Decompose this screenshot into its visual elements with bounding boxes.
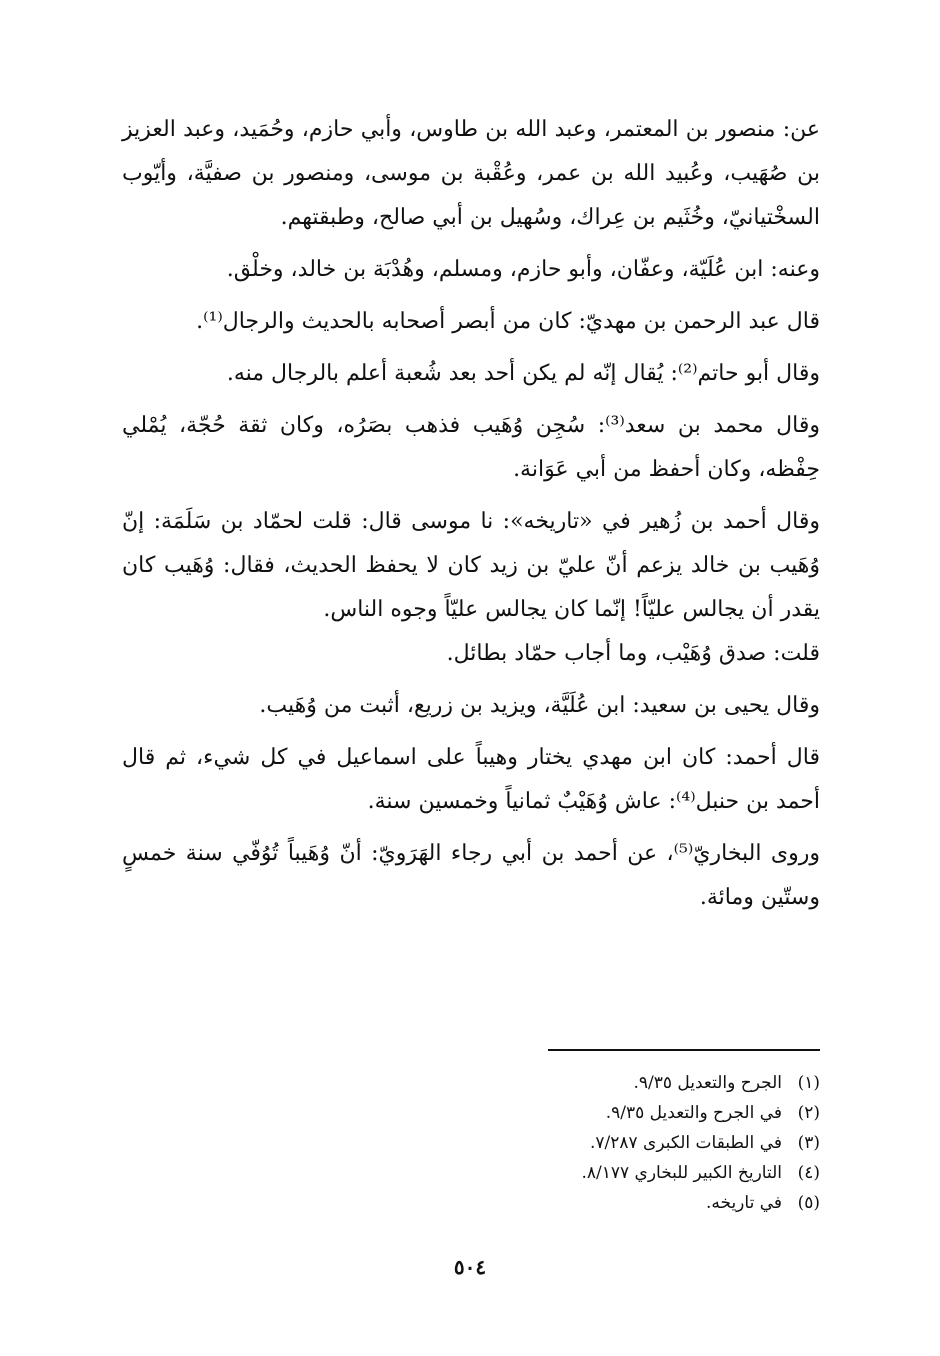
paragraph-narrators-from: عن: منصور بن المعتمر، وعبد الله بن طاوس، وأبي حازم، وحُمَيد، وعبد العزيز بن صُهَيب، وعُبيد الله بن عمر، وعُقْبة بن موسى، ومنصور بن صفيَّة، وأيّوب السخْتيانيّ، وخُثَيم بن عِراك، وسُهيل بن أبي صالح، وطبقتهم.: [122, 117, 820, 230]
footnote-number: (٢): [797, 1103, 820, 1123]
paragraph-abu-hatim: وقال أبو حاتم⁽²⁾: يُقال إنّه لم يكن أحد بعد شُعبة أعلم بالرجال منه.: [226, 361, 820, 386]
paragraph-narrators-to: وعنه: ابن عُلَيّة، وعفّان، وأبو حازم، ومسلم، وهُدْبَة بن خالد، وخلْق.: [226, 257, 820, 282]
footnote-text: التاريخ الكبير للبخاري ٨/١٧٧.: [581, 1163, 782, 1183]
paragraph-comment: قلت: صدق وُهَيْب، وما أجاب حمّاد بطائل.: [446, 641, 820, 666]
footnote-number: (٥): [797, 1193, 820, 1213]
footnote-item: [122, 1098, 820, 1128]
footnote-item: [122, 1188, 820, 1218]
page-number: ٥٠٤: [453, 1255, 487, 1279]
paragraph-ibn-mahdi: قال عبد الرحمن بن مهديّ: كان من أبصر أصحابه بالحديث والرجال⁽¹⁾.: [196, 309, 820, 334]
footnote-number: (٣): [797, 1133, 820, 1153]
footnote-number: (٤): [797, 1163, 820, 1183]
footnote-text: في الطبقات الكبرى ٧/٢٨٧.: [589, 1133, 782, 1153]
footnote-item: [122, 1128, 820, 1158]
footnote-text: الجرح والتعديل ٩/٣٥.: [633, 1073, 782, 1093]
footnotes: [122, 1068, 820, 1218]
footnote-number: (١): [797, 1073, 820, 1093]
footnote-item: [122, 1068, 820, 1098]
paragraph-bukhari: وروى البخاريّ⁽⁵⁾، عن أحمد بن أبي رجاء الهَرَويّ: أنّ وُهَيباً تُوُفّي سنة خمسٍ وستّين ومائة.: [122, 841, 820, 910]
paragraph-yahya: وقال يحيى بن سعيد: ابن عُلَيَّة، ويزيد بن زريع، أثبت من وُهَيب.: [259, 693, 820, 718]
paragraph-ahmad: قال أحمد: كان ابن مهدي يختار وهيباً على اسماعيل في كل شيء، ثم قال أحمد بن حنبل⁽⁴⁾: عاش وُهَيْبٌ ثمانياً وخمسين سنة.: [122, 745, 820, 814]
footnote-text: في الجرح والتعديل ٩/٣٥.: [605, 1103, 782, 1123]
footnote-text: في تاريخه.: [705, 1193, 782, 1213]
paragraph-ibn-saad: وقال محمد بن سعد⁽³⁾: سُجِن وُهَيب فذهب بصَرُه، وكان ثقة حُجّة، يُمْلي حِفْظه، وكان أحفظ من أبي عَوَانة.: [122, 413, 820, 482]
paragraph-ahmad-zuhair: وقال أحمد بن زُهير في «تاريخه»: نا موسى قال: قلت لحمّاد بن سَلَمَة: إنّ وُهَيب بن خالد يزعم أنّ عليّ بن زيد كان لا يحفظ الحديث، فقال: وُهَيب كان يقدر أن يجالس عليّاً! إنّما كان يجالس عليّاً وجوه الناس.: [122, 509, 820, 622]
footnote-separator: [548, 1049, 820, 1051]
main-text: [122, 108, 820, 920]
footnote-item: [122, 1158, 820, 1188]
